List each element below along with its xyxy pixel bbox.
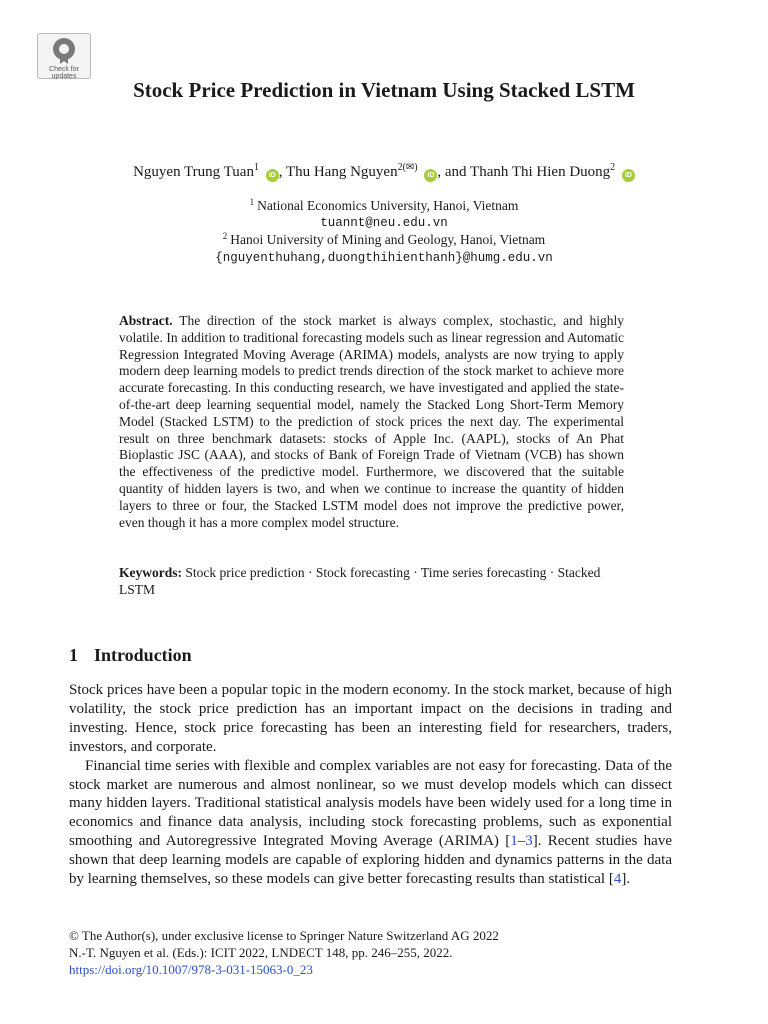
orcid-icon[interactable]: iD: [424, 169, 437, 182]
affiliation-email[interactable]: {nguyenthuhang,duongthihienthanh}@humg.edu.vn: [215, 251, 553, 265]
author-name: Thu Hang Nguyen: [285, 164, 398, 180]
paragraph-text: ].: [621, 871, 631, 888]
author-list: [60, 162, 708, 182]
abstract-label: Abstract.: [119, 313, 173, 328]
citation-line: N.-T. Nguyen et al. (Eds.): ICIT 2022, LNDECT 148, pp. 246–255, 2022.: [69, 945, 453, 960]
author-affiliation-mark: 2(✉): [397, 162, 418, 173]
paper-title: Stock Price Prediction in Vietnam Using Stacked LSTM: [133, 78, 635, 102]
body-text: [69, 681, 672, 889]
keywords-label: Keywords:: [119, 565, 182, 580]
abstract: [119, 313, 624, 531]
author-name: Thanh Thi Hien Duong: [470, 164, 611, 180]
author-affiliation-mark: 2: [610, 162, 616, 173]
author-affiliation-mark: 1: [253, 162, 259, 173]
update-ribbon-icon: [51, 37, 77, 65]
section-heading: [69, 644, 192, 666]
affiliation-1: [60, 197, 708, 214]
affiliation-email[interactable]: tuannt@neu.edu.vn: [320, 216, 448, 230]
affiliation-name: Hanoi University of Mining and Geology, Hanoi, Vietnam: [230, 232, 546, 247]
paragraph-text: Financial time series with flexible and complex variables are not easy for forecasting. Data of the stock market are numerous and almost nonlinear, so we must develop models which can dissect many hidden layers. Traditional statistical analysis models have been widely used for a long time in economics and finance data analysis, including stock forecasting problems, such as exponential smoothing and Autoregressive Integrated Moving Average (ARIMA) [: [69, 757, 672, 850]
author-separator: , and: [437, 164, 471, 180]
affiliation-number: 1: [249, 197, 255, 207]
check-for-updates-badge[interactable]: [37, 33, 91, 79]
keywords-text: Stock price prediction · Stock forecasting · Time series forecasting · Stacked LSTM: [119, 565, 601, 597]
affiliation-2: [60, 231, 708, 248]
citation-dash: –: [517, 833, 526, 850]
paragraph: Stock prices have been a popular topic in the modern economy. In the stock market, because of high volatility, the stock price prediction has an important impact on the decisions in trading and investing. Hence, stock price forecasting has been an interesting field for researchers, traders, investors, and corporate.: [69, 682, 672, 755]
section-number: 1: [69, 645, 78, 665]
abstract-text: The direction of the stock market is always complex, stochastic, and highly volatile. In addition to traditional forecasting models such as linear regression and Automatic Regression Integrated Moving Average (ARIMA) models, analysts are now trying to apply modern deep learning models to predict trends direction of the stock market to achieve more accurate forecasting. In this conducting research, we have investigated and applied the state-of-the-art deep learning sequential model, namely the Stacked Long Short-Term Memory Model (Stacked LSTM) to the prediction of stock prices the next day. The experimental result on three benchmark datasets: stocks of Apple Inc. (AAPL), stocks of An Phat Bioplastic JSC (AAA), and stocks of Bank of Foreign Trade of Vietnam (VCB) has shown the effectiveness of the predictive model. Furthermore, we discovered that the suitable quantity of hidden layers is two, and when we continue to increase the quantity of hidden layers to three or four, the Stacked LSTM model does not improve the predictive power, even though it has a more complex model structure.: [119, 313, 624, 530]
section-title: Introduction: [94, 645, 192, 665]
citation-link[interactable]: 1: [510, 833, 518, 850]
footer: [69, 927, 499, 978]
paragraph: [69, 757, 672, 889]
badge-label-line1: Check for: [49, 66, 79, 73]
author-separator: ,: [278, 164, 286, 180]
author-name: Nguyen Trung Tuan: [133, 164, 254, 180]
keywords: [119, 565, 624, 599]
paragraph-text: ]. Recent studies have shown that deep learning models are capable of exploring hidden and dynamics patterns in the data by learning themselves, so these models can give better forecasting results than statistical [: [69, 833, 672, 888]
orcid-icon[interactable]: iD: [266, 169, 279, 182]
orcid-icon[interactable]: iD: [622, 169, 635, 182]
citation-link[interactable]: 4: [613, 871, 622, 888]
affiliation-number: 2: [222, 231, 228, 241]
affiliation-name: National Economics University, Hanoi, Vietnam: [257, 198, 519, 213]
copyright-line: © The Author(s), under exclusive license to Springer Nature Switzerland AG 2022: [69, 928, 499, 943]
citation-link[interactable]: 3: [525, 833, 533, 850]
doi-link[interactable]: https://doi.org/10.1007/978-3-031-15063-0_23: [69, 962, 313, 977]
badge-label-line2: updates: [51, 73, 77, 80]
